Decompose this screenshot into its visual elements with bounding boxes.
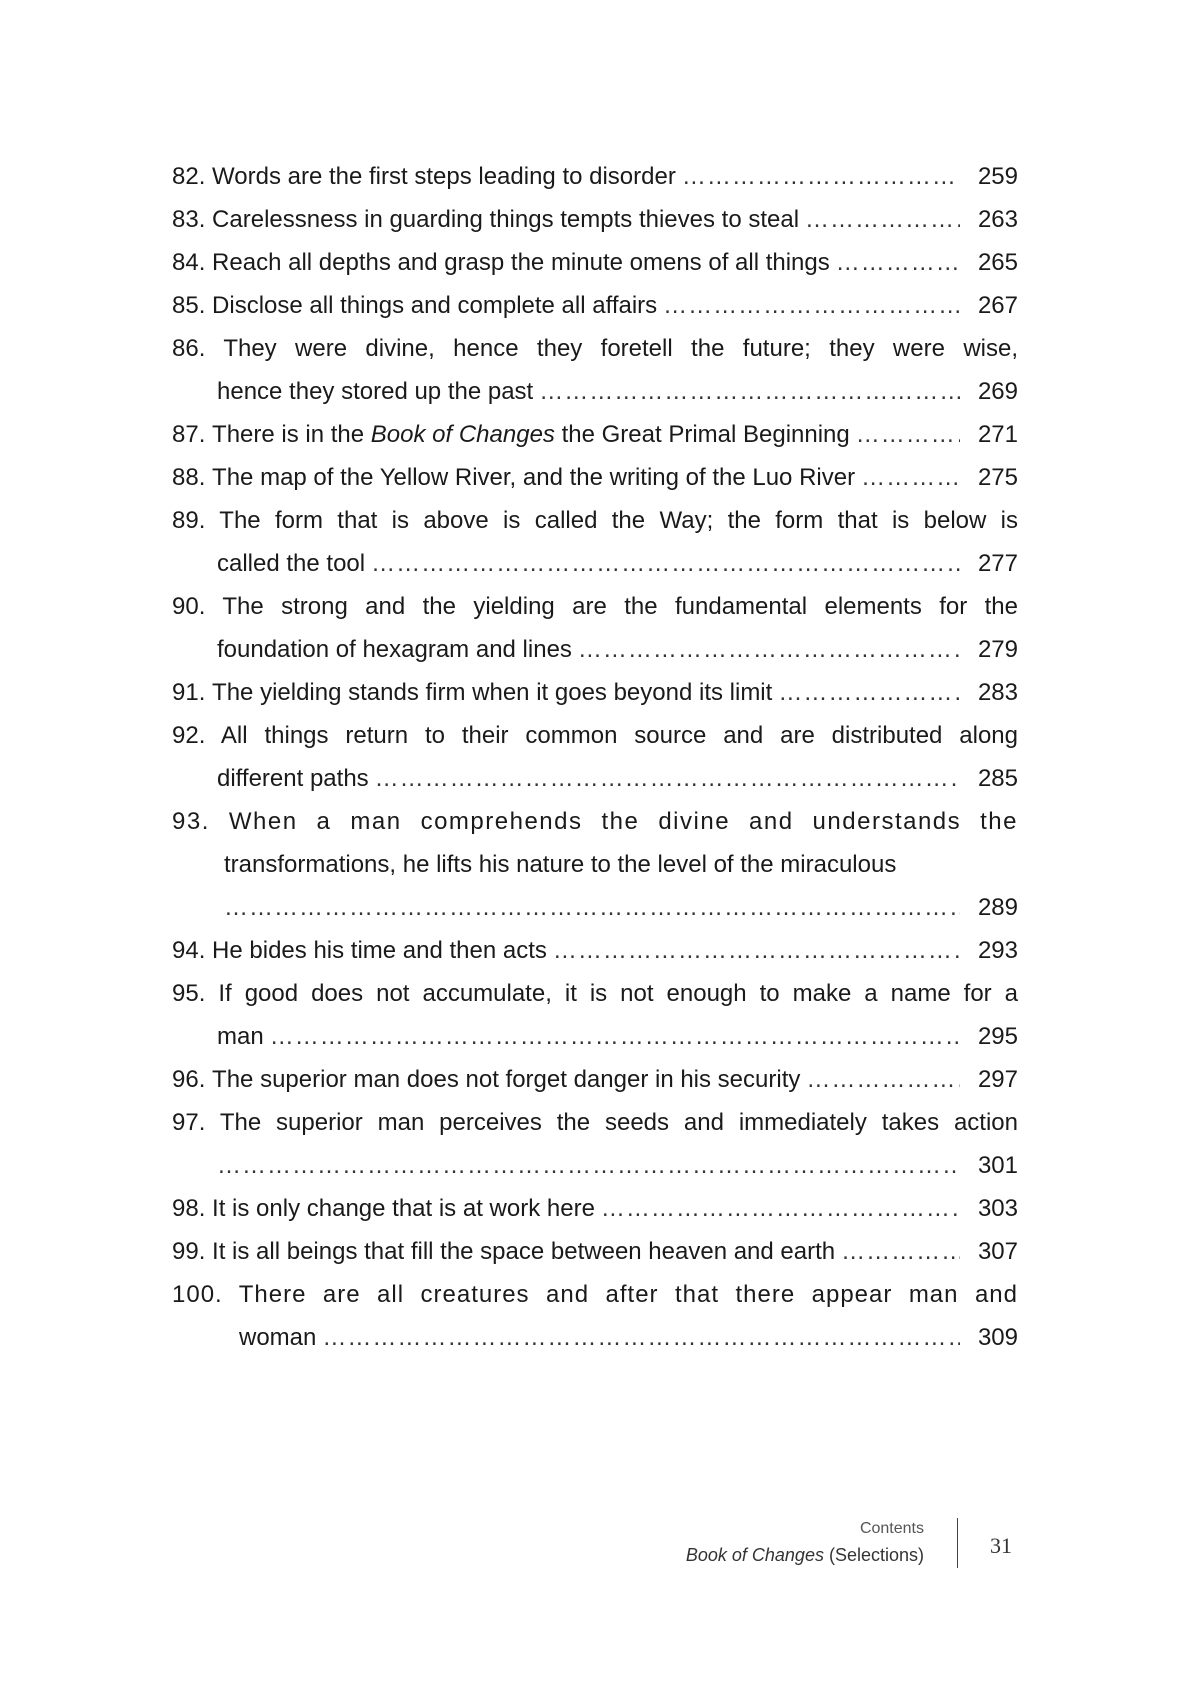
toc-entry-100[interactable] <box>172 1273 1018 1359</box>
running-footer-label: Contents <box>859 1520 924 1537</box>
entry-title: It is only change that is at work here <box>212 1195 595 1222</box>
entry-title-line2: transformations, he lifts his nature to the level of the miraculous <box>224 851 897 878</box>
entry-title: The map of the Yellow River, and the writing of the Luo River <box>212 464 856 491</box>
page-number: 31 <box>990 1533 1012 1558</box>
dot-leader <box>371 542 960 585</box>
entry-page-number: 259 <box>977 163 1018 190</box>
dot-leader <box>375 757 960 800</box>
entry-title-line1: They were divine, hence they foretell the future; they were wise, <box>223 335 1018 362</box>
entry-title: Reach all depths and grasp the minute omens of all things <box>212 249 830 276</box>
entry-title-line1: If good does not accumulate, it is not enough to make a name for a <box>218 980 1019 1007</box>
dot-leader <box>682 155 960 198</box>
toc-entry-85[interactable] <box>172 284 1018 327</box>
toc-entry-86[interactable] <box>172 327 1018 413</box>
dot-leader <box>270 1015 960 1058</box>
entry-title: Disclose all things and complete all affairs <box>212 292 658 319</box>
entry-title-line1: The superior man perceives the seeds and immediately takes action <box>219 1109 1018 1136</box>
dot-leader <box>578 628 960 671</box>
dot-leader <box>553 929 960 972</box>
toc-entry-83[interactable] <box>172 198 1018 241</box>
entry-title-line1: All things return to their common source and are distributed along <box>220 722 1018 749</box>
toc-entry-93[interactable] <box>172 800 1018 929</box>
dot-leader <box>539 370 960 413</box>
entry-number: 95. <box>172 980 206 1007</box>
entry-number: 83. <box>172 206 206 233</box>
dot-leader <box>856 413 960 456</box>
entry-number: 92. <box>172 722 206 749</box>
book-title-italic: Book of Changes <box>685 1545 824 1565</box>
entry-title-before: There is in the <box>212 421 371 448</box>
entry-number: 93. <box>172 808 210 835</box>
entry-page-number: 269 <box>977 378 1018 405</box>
entry-title-line1: When a man comprehends the divine and understands the <box>228 808 1019 835</box>
dot-leader <box>861 456 960 499</box>
entry-title: The yielding stands firm when it goes beyond its limit <box>212 679 773 706</box>
entry-number: 98. <box>172 1195 206 1222</box>
toc-entry-96[interactable] <box>172 1058 1018 1101</box>
entry-title: He bides his time and then acts <box>212 937 547 964</box>
entry-number: 94. <box>172 937 206 964</box>
toc-entry-92[interactable] <box>172 714 1018 800</box>
entry-number: 96. <box>172 1066 206 1093</box>
entry-number: 87. <box>172 421 206 448</box>
entry-page-number: 301 <box>977 1152 1018 1179</box>
entry-title-line1: There are all creatures and after that there appear man and <box>238 1281 1018 1308</box>
entry-number: 88. <box>172 464 206 491</box>
entry-number: 89. <box>172 507 206 534</box>
entry-page-number: 293 <box>977 937 1018 964</box>
toc-entry-84[interactable] <box>172 241 1018 284</box>
entry-page-number: 285 <box>977 765 1018 792</box>
dot-leader <box>806 1058 960 1101</box>
toc-entry-99[interactable] <box>172 1230 1018 1273</box>
entry-title-line2: man <box>217 1023 264 1050</box>
entry-page-number: 271 <box>977 421 1018 448</box>
entry-number: 82. <box>172 163 206 190</box>
entry-page-number: 289 <box>977 894 1018 921</box>
entry-number: 99. <box>172 1238 206 1265</box>
toc-entry-95[interactable] <box>172 972 1018 1058</box>
entry-title <box>212 413 850 456</box>
entry-title-after: the Great Primal Beginning <box>554 421 850 448</box>
entry-page-number: 295 <box>977 1023 1018 1050</box>
dot-leader <box>663 284 960 327</box>
dot-leader <box>841 1230 960 1273</box>
toc-entry-97[interactable] <box>172 1101 1018 1187</box>
entry-title-line2: foundation of hexagram and lines <box>217 636 572 663</box>
entry-title: Carelessness in guarding things tempts thieves to steal <box>212 206 800 233</box>
dot-leader <box>601 1187 960 1230</box>
entry-title-line1: The strong and the yielding are the fundamental elements for the <box>222 593 1019 620</box>
toc-entry-82[interactable] <box>172 155 1018 198</box>
entry-number: 97. <box>172 1109 206 1136</box>
toc-entry-88[interactable] <box>172 456 1018 499</box>
entry-page-number: 263 <box>977 206 1018 233</box>
toc-entry-87[interactable] <box>172 413 1018 456</box>
dot-leader <box>836 241 960 284</box>
book-title-italic: Book of Changes <box>370 421 555 448</box>
dot-leader <box>778 671 960 714</box>
entry-page-number: 275 <box>977 464 1018 491</box>
entry-title: The superior man does not forget danger in his security <box>212 1066 801 1093</box>
entry-page-number: 309 <box>977 1324 1018 1351</box>
entry-number: 100. <box>172 1281 223 1308</box>
entry-page-number: 297 <box>977 1066 1018 1093</box>
dot-leader <box>217 1144 960 1187</box>
entry-page-number: 277 <box>977 550 1018 577</box>
toc-entry-94[interactable] <box>172 929 1018 972</box>
entry-title-line2: different paths <box>217 765 369 792</box>
dot-leader <box>322 1316 960 1359</box>
entry-number: 91. <box>172 679 206 706</box>
entry-page-number: 267 <box>977 292 1018 319</box>
entry-page-number: 279 <box>977 636 1018 663</box>
entry-title-line2: called the tool <box>217 550 366 577</box>
entry-number: 85. <box>172 292 206 319</box>
entry-page-number: 265 <box>977 249 1018 276</box>
footer-divider <box>957 1518 958 1568</box>
dot-leader <box>805 198 960 241</box>
toc-entry-90[interactable] <box>172 585 1018 671</box>
entry-number: 84. <box>172 249 206 276</box>
subtitle-rest: (Selections) <box>823 1545 924 1565</box>
entry-number: 90. <box>172 593 206 620</box>
entry-page-number: 307 <box>977 1238 1018 1265</box>
entry-title-line2: hence they stored up the past <box>217 378 534 405</box>
running-footer-subtitle <box>686 1545 924 1566</box>
dot-leader <box>224 886 960 929</box>
table-of-contents <box>172 155 1018 1359</box>
entry-number: 86. <box>172 335 206 362</box>
entry-title-line1: The form that is above is called the Way; the form that is below is <box>219 507 1019 534</box>
entry-page-number: 283 <box>977 679 1018 706</box>
entry-title: Words are the first steps leading to disorder <box>212 163 676 190</box>
toc-entry-98[interactable] <box>172 1187 1018 1230</box>
entry-page-number: 303 <box>977 1195 1018 1222</box>
entry-title-line2: woman <box>239 1324 317 1351</box>
toc-entry-89[interactable] <box>172 499 1018 585</box>
entry-title: It is all beings that fill the space between heaven and earth <box>212 1238 836 1265</box>
toc-entry-91[interactable] <box>172 671 1018 714</box>
